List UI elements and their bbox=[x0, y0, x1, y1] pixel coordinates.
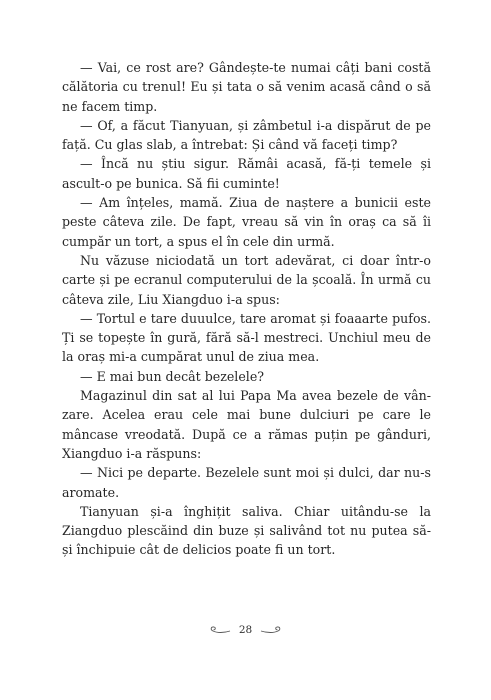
paragraph: — Tortul e tare duuulce, tare aromat și foaaarte pufos. Ți se topește în gură, fără să-l mestreci. Unchiul meu de la oraș mi-a cumpărat unul de ziua mea. bbox=[62, 310, 431, 365]
page-body bbox=[62, 58, 431, 560]
swirl-right-icon bbox=[260, 625, 282, 635]
page-footer bbox=[0, 620, 491, 640]
page-number: 28 bbox=[238, 624, 253, 636]
paragraph: — Vai, ce rost are? Gândește-te numai câți bani costă călătoria cu trenul! Eu și tata o să venim acasă când o să ne facem timp. bbox=[62, 60, 431, 114]
paragraph: Magazinul din sat al lui Papa Ma avea bezele de vânzare. Acelea erau cele mai bune dulciuri pe care le mâncase vreodată. După ce a rămas puțin pe gânduri, Xiangduo i-a răspuns: bbox=[62, 388, 431, 461]
paragraph: — Am înțeles, mamă. Ziua de naștere a bunicii este peste câteva zile. De fapt, vreau să vin în oraș ca să îi cumpăr un tort, a spus el în cele din urmă. bbox=[62, 195, 431, 249]
paragraph: — Of, a făcut Tianyuan, și zâmbetul i-a dispărut de pe față. Cu glas slab, a întrebat: Și când vă faceți timp? bbox=[62, 117, 431, 153]
swirl-left-icon bbox=[209, 625, 231, 635]
paragraph: Tianyuan și-a înghițit saliva. Chiar uitându-se la Ziangduo plescăind din buze și salivând tot nu putea să-și închipuie cât de delicios poate fi un tort. bbox=[62, 503, 431, 558]
paragraph: Nu văzuse niciodată un tort adevărat, ci doar într-o carte și pe ecranul computerului de la școală. În urmă cu câteva zile, Liu Xiangduo i-a spus: bbox=[62, 252, 431, 307]
paragraph: — Încă nu știu sigur. Rămâi acasă, fă-ți temele și ascult-o pe bunica. Să fii cuminte! bbox=[62, 156, 431, 191]
paragraph: — Nici pe departe. Bezelele sunt moi și dulci, dar nu-s aromate. bbox=[62, 465, 431, 500]
paragraph: — E mai bun decât bezelele? bbox=[80, 368, 265, 384]
